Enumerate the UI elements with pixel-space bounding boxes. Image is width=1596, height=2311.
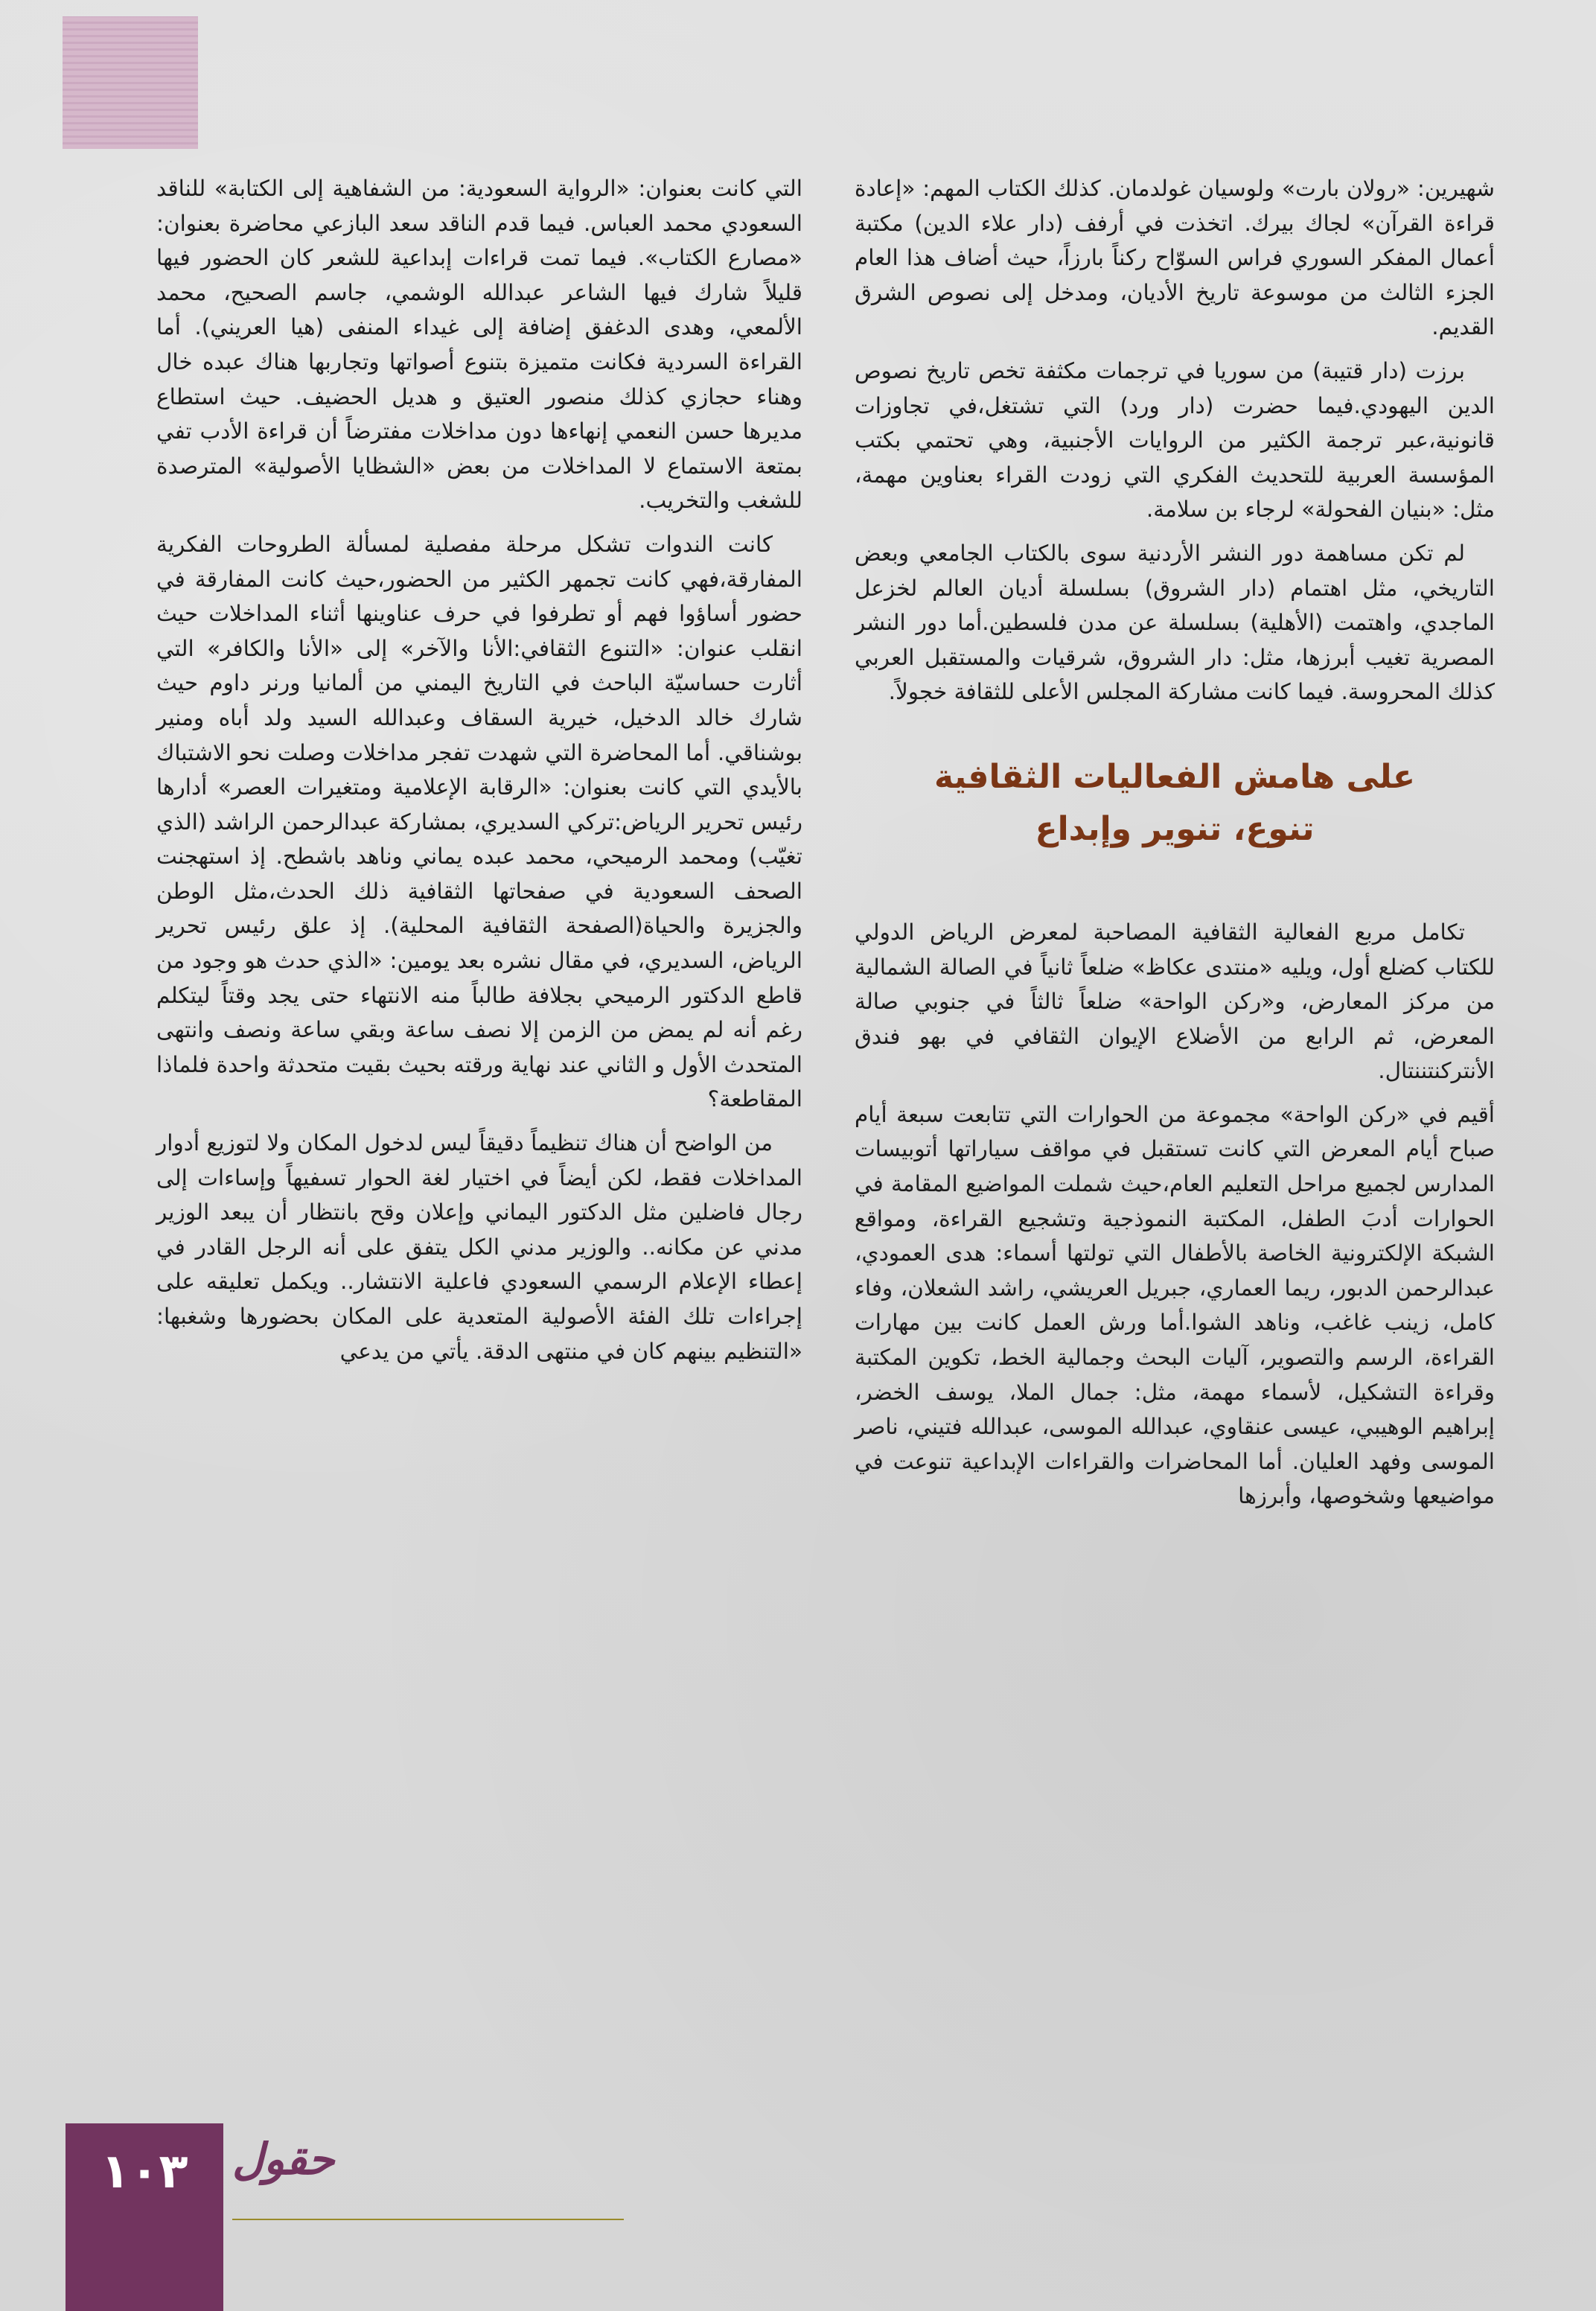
section-heading-line: على هامش الفعاليات الثقافية bbox=[933, 757, 1415, 796]
paragraph: شهيرين: «رولان بارت» ولوسيان غولدمان. كذلك الكتاب المهم: «إعادة قراءة القرآن» لجاك بيرك. اتخذت في أرفف (دار علاء الدين) مكتبة أعمال المفكر السوري فراس السوّاح ركناً بارزاً، حيث أضاف هذا العام الجزء الثالث من موسوعة تاريخ الأديان، ومدخل إلى نصوص الشرق القديم. bbox=[855, 176, 1495, 340]
corner-color-block bbox=[63, 16, 198, 149]
section-heading-line: تنوع، تنوير وإبداع bbox=[1035, 809, 1315, 848]
paragraph: التي كانت بعنوان: «الرواية السعودية: من الشفاهية إلى الكتابة» للناقد السعودي محمد العباس. فيما قدم الناقد سعد البازعي محاضرة بعنوان: «مصارع الكتاب». فيما تمت قراءات إبداعية للشعر كان الحضور فيها قليلاً شارك فيها الشاعر عبدالله الوشمي، جاسم الصحيح، محمد الألمعي، وهدى الدغفق إضافة إلى غيداء المنفى (هيا العريني). أما القراءة السردية فكانت متميزة بتنوع أصواتها وتجاربها هناك عبده خال وهناء حجازي كذلك منصور العتيق و هديل الحضيف. حيث استطاع مديرها حسن النعمي إنهاءها دون مداخلات مفترضاً أن قراءة الأدب تفي بمتعة الاستماع لا المداخلات من بعض «الشظايا الأصولية» المترصدة للشغب والتخريب. bbox=[156, 176, 802, 514]
right-column bbox=[855, 171, 1495, 1523]
paragraph: من الواضح أن هناك تنظيماً دقيقاً ليس لدخول المكان ولا لتوزيع أدوار المداخلات فقط، لكن أيضاً في اختيار لغة الحوار تسفيهاً وإساءات إلى رجال فاضلين مثل الدكتور اليماني وإعلان وقح بانتظار أن يبعد الوزير مدني عن مكانه.. والوزير مدني الكل يتفق على أنه الرجل القادر في إعطاء الإعلام الرسمي السعودي فاعلية الانتشار.. ويكمل تعليقه على إجراءات تلك الفئة الأصولية المتعدية على المكان بحضورها وشغبها: «التنظيم بينهم كان في منتهى الدقة. يأتي من يدعي bbox=[156, 1130, 802, 1364]
magazine-logo: حقول bbox=[232, 2134, 335, 2184]
paragraph: كانت الندوات تشكل مرحلة مفصلية لمسألة الطروحات الفكرية المفارقة،فهي كانت تجمهر الكثير من الحضور،حيث كانت المفارقة في حضور أساؤوا فهم أو تطرفوا في حرف عناوينها أثناء المداخلات حيث انقلب عنوان: «التنوع الثقافي:الأنا والآخر» إلى «الأنا والكافر» التي أثارت حساسيّة الباحث في التاريخ اليمني من ألمانيا ورنر داوم حيث شارك خالد الدخيل، خيرية السقاف وعبدالله السيد ولد أباه ومنير بوشناقي. أما المحاضرة التي شهدت تفجر مداخلات وصلت نحو الاشتباك بالأيدي التي كانت بعنوان: «الرقابة الإعلامية ومتغيرات العصر» أدارها رئيس تحرير الرياض:تركي السديري، بمشاركة عبدالرحمن الراشد (الذي تغيّب) ومحمد الرميحي، محمد عبده يماني وناهد باشطح. إذ استهجنت الصحف السعودية في صفحاتها الثقافية ذلك الحدث،مثل الوطن والجزيرة والحياة(الصفحة الثقافية المحلية). إذ علق رئيس تحرير الرياض، السديري، في مقال نشره بعد يومين: «الذي حدث هو وجود من قاطع الدكتور الرميحي بجلافة طالباً منه الانتهاء حتى يجد وقتاً ليتكلم رغم أنه لم يمض من الزمن إلا نصف ساعة وبقي ساعة ونصف وانتهى المتحدث الأول و الثاني عند نهاية ورقته بحيث بقيت متحدثة واحدة فلماذا المقاطعة؟ bbox=[156, 531, 802, 1112]
section-heading bbox=[855, 751, 1495, 855]
paragraph: تكامل مربع الفعالية الثقافية المصاحبة لمعرض الرياض الدولي للكتاب كضلع أول، ويليه «منتدى عكاظ» ضلعاً ثانياً في الصالة الشمالية من مركز المعارض، و«ركن الواحة» ضلعاً ثالثاً في جنوبي صالة المعرض، ثم الرابع من الأضلاع الإيوان الثقافي في بهو فندق الأنتركنتننتال. bbox=[855, 919, 1495, 1084]
paragraph: برزت (دار قتيبة) من سوريا في ترجمات مكثفة تخص تاريخ نصوص الدين اليهودي.فيما حضرت (دار ورد) التي تشتغل،في تجاوزات قانونية،عبر ترجمة الكثير من الروايات الأجنبية، وهي تحتمي بكتب المؤسسة العربية للتحديث الفكري التي زودت القراء بعناوين مهمة، مثل: «بنيان الفحولة» لرجاء بن سلامة. bbox=[855, 357, 1495, 523]
paragraph: أقيم في «ركن الواحة» مجموعة من الحوارات التي تتابعت سبعة أيام صباح أيام المعرض التي كانت تستقبل في مواقف سياراتها أتوبيسات المدارس لجميع مراحل التعليم العام،حيث شملت المواضيع المقامة في الحوارات أدبَ الطفل، المكتبة النموذجية وتشجيع القراءة، ومواقع الشبكة الإلكترونية الخاصة بالأطفال التي تولتها أسماء: هدى العمودي، عبدالرحمن الدبور، ريما العماري، جبريل العريشي، راشد الشعلان، وفاء كامل، زينب غاغب، وناهد الشوا.أما ورش العمل كانت بين مهارات القراءة، الرسم والتصوير، آليات البحث وجمالية الخط، تكوين المكتبة وقراءة التشكيل، لأسماء مهمة، مثل: جمال الملا، يوسف الخضر، إبراهيم الوهيبي، عيسى عنقاوي، عبدالله الموسى، عبدالله فتيني، ناصر الموسى وفهد العليان. أما المحاضرات والقراءات الإبداعية تنوعت في مواضيعها وشخوصها، وأبرزها bbox=[855, 1101, 1495, 1509]
paragraph: لم تكن مساهمة دور النشر الأردنية سوى بالكتاب الجامعي وبعض التاريخي، مثل اهتمام (دار الشروق) بسلسلة أديان العالم لخزعل الماجدي، واهتمت (الأهلية) بسلسلة عن مدن فلسطين.أما دور النشر المصرية تغيب أبرزها، مثل: دار الشروق، شرقيات والمستقبل العربي كذلك المحروسة. فيما كانت مشاركة المجلس الأعلى للثقافة خجولاً. bbox=[855, 540, 1495, 705]
page-number: ١٠٣ bbox=[100, 2144, 188, 2199]
left-column bbox=[156, 171, 802, 1377]
footer-divider bbox=[232, 2219, 624, 2220]
